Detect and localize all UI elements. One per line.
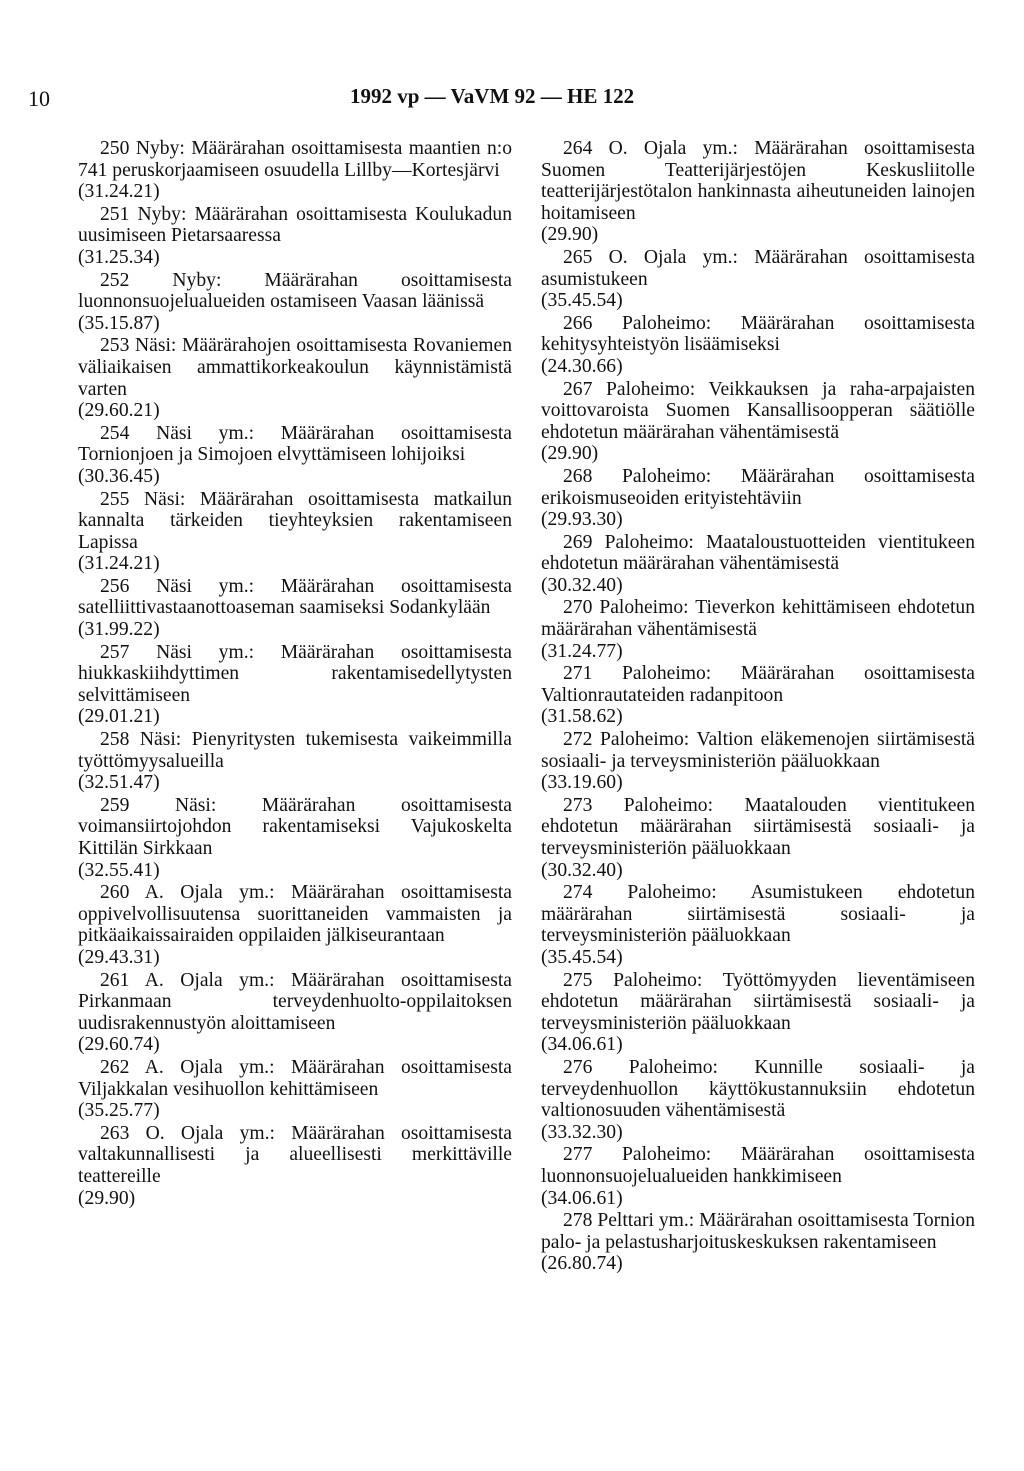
motion-title: 265 O. Ojala ym.: Määrärahan osoittamisesta asumistukeen [541,246,975,290]
motion-entry [541,970,975,1056]
motion-entry [78,489,512,575]
motion-entry [541,882,975,968]
motion-title: 263 O. Ojala ym.: Määrärahan osoittamisesta valtakunnallisesti ja alueellisesti merkittäville teattereille [78,1122,512,1187]
motion-title: 275 Paloheimo: Työttömyyden lieventämiseen ehdotetun määrärahan siirtämisestä sosiaali- ja terveysministeriön pääluokkaan [541,969,975,1034]
budget-item-code: (30.36.45) [78,465,160,487]
motion-title: 260 A. Ojala ym.: Määrärahan osoittamisesta oppivelvollisuutensa suorittaneiden vammaisten ja pitkäaikaissairaiden oppilaiden jälkiseurantaan [78,882,512,947]
budget-item-code: (34.06.61) [541,1034,623,1056]
budget-item-code: (29.93.30) [541,509,623,531]
motion-title: 268 Paloheimo: Määrärahan osoittamisesta erikoismuseoiden erityistehtäviin [541,465,975,509]
budget-item-code: (30.32.40) [541,574,623,596]
motion-title: 276 Paloheimo: Kunnille sosiaali- ja terveydenhuollon käyttökustannuksiin ehdotetun valtionosuuden vähentämisestä [541,1056,975,1122]
motion-entry [541,379,975,465]
motion-title: 254 Näsi ym.: Määrärahan osoittamisesta Tornionjoen ja Simojoen elvyttämiseen lohijoiksi [78,422,512,466]
motion-entry [78,795,512,881]
motion-entry [78,642,512,728]
motion-title: 274 Paloheimo: Asumistukeen ehdotetun määrärahan siirtämisestä sosiaali- ja terveysministeriön pääluokkaan [541,882,975,947]
motion-title: 259 Näsi: Määrärahan osoittamisesta voimansiirtojohdon rakentamiseksi Vajukoskelta Kittilän Sirkkaan [78,794,512,859]
budget-item-code: (29.01.21) [78,706,160,728]
motion-entry [541,138,975,246]
motion-title: 272 Paloheimo: Valtion eläkemenojen siirtämisestä sosiaali- ja terveysministeriön pääluokkaan [541,729,975,772]
page-number: 10 [28,86,50,111]
motion-entry [78,335,512,421]
motion-title: 261 A. Ojala ym.: Määrärahan osoittamisesta Pirkanmaan terveydenhuolto-oppilaitoksen uudisrakennustyön aloittamiseen [78,969,512,1034]
motion-title: 269 Paloheimo: Maataloustuotteiden vientitukeen ehdotetun määrärahan vähentämisestä [541,531,975,575]
budget-item-code: (31.24.21) [78,553,160,575]
motion-entry [78,423,512,488]
motion-title: 257 Näsi ym.: Määrärahan osoittamisesta hiukkaskiihdyttimen rakentamisedellytysten selvittämiseen [78,641,512,706]
budget-item-code: (30.32.40) [541,859,623,881]
motion-title: 267 Paloheimo: Veikkauksen ja raha-arpajaisten voittovaroista Suomen Kansallisoopperan säätiölle ehdotetun määrärahan vähentämisestä [541,378,975,443]
motion-entry [78,138,512,203]
motion-entry [541,795,975,881]
motion-entry [541,313,975,378]
motion-entry [78,576,512,641]
budget-item-code: (32.55.41) [78,859,160,881]
motion-entry [541,466,975,531]
motion-entry [78,270,512,335]
motion-entry [78,882,512,968]
motion-title: 266 Paloheimo: Määrärahan osoittamisesta kehitysyhteistyön lisäämiseksi [541,312,975,356]
budget-item-code: (29.90) [541,224,599,246]
motion-entry [78,1123,512,1209]
motion-entry [541,729,975,794]
running-head: 1992 vp — VaVM 92 — HE 122 [350,84,635,108]
budget-item-code: (31.58.62) [541,706,623,728]
motion-entry [78,729,512,794]
motion-entry [541,597,975,662]
budget-item-code: (31.24.21) [78,181,160,203]
budget-item-code: (29.60.21) [78,400,160,422]
right-column [541,138,975,1276]
motion-title: 270 Paloheimo: Tieverkon kehittämiseen ehdotetun määrärahan vähentämisestä [541,597,975,641]
motion-entry [78,970,512,1056]
budget-item-code: (35.45.54) [541,290,623,312]
motion-entry [78,1057,512,1122]
budget-item-code: (29.43.31) [78,946,160,968]
budget-item-code: (29.60.74) [78,1034,160,1056]
budget-item-code: (33.19.60) [541,772,623,794]
motion-title: 253 Näsi: Määrärahojen osoittamisesta Rovaniemen väliaikaisen ammattikorkeakoulun käynnistämistä varten [78,335,512,400]
budget-item-code: (35.15.87) [78,312,160,334]
motion-title: 252 Nyby: Määrärahan osoittamisesta luonnonsuojelualueiden ostamiseen Vaasan läänissä [78,269,512,313]
budget-item-code: (33.32.30) [541,1121,623,1143]
budget-item-code: (34.06.61) [541,1187,623,1209]
motion-entry [541,247,975,312]
left-column [78,138,512,1210]
budget-item-code: (31.99.22) [78,619,160,641]
motion-title: 255 Näsi: Määrärahan osoittamisesta matkailun kannalta tärkeiden tieyhteyksien rakentamiseen Lapissa [78,488,512,553]
motion-title: 277 Paloheimo: Määrärahan osoittamisesta luonnonsuojelualueiden hankkimiseen [541,1144,975,1187]
budget-item-code: (32.51.47) [78,772,160,794]
budget-item-code: (29.90) [541,443,599,465]
budget-item-code: (26.80.74) [541,1253,623,1275]
motion-entry [541,1210,975,1275]
budget-item-code: (24.30.66) [541,355,623,377]
motion-title: 264 O. Ojala ym.: Määrärahan osoittamisesta Suomen Teatterijärjestöjen Keskusliitolle teatterijärjestötalon hankinnasta aiheutuneiden lainojen hoitamiseen [541,138,975,224]
motion-title: 262 A. Ojala ym.: Määrärahan osoittamisesta Viljakkalan vesihuollon kehittämiseen [78,1056,512,1100]
motion-entry [541,1144,975,1209]
budget-item-code: (31.24.77) [541,640,623,662]
motion-title: 250 Nyby: Määrärahan osoittamisesta maantien n:o 741 peruskorjaamiseen osuudella Lillby—Kortesjärvi [78,138,512,181]
motion-entry [78,204,512,269]
motion-title: 251 Nyby: Määrärahan osoittamisesta Koulukadun uusimiseen Pietarsaaressa [78,203,512,247]
motion-entry [541,663,975,728]
budget-item-code: (35.25.77) [78,1100,160,1122]
motion-title: 273 Paloheimo: Maatalouden vientitukeen ehdotetun määrärahan siirtämisestä sosiaali- ja terveysministeriön pääluokkaan [541,794,975,859]
motion-title: 258 Näsi: Pienyritysten tukemisesta vaikeimmilla työttömyysalueilla [78,729,512,772]
motion-title: 256 Näsi ym.: Määrärahan osoittamisesta satelliittivastaanottoaseman saamiseksi Sodankylään [78,575,512,619]
motion-entry [541,532,975,597]
motion-title: 271 Paloheimo: Määrärahan osoittamisesta Valtionrautateiden radanpitoon [541,663,975,706]
motion-entry [541,1057,975,1143]
motion-title: 278 Pelttari ym.: Määrärahan osoittamisesta Tornion palo- ja pelastusharjoituskeskuksen rakentamiseen [541,1210,975,1253]
budget-item-code: (35.45.54) [541,946,623,968]
budget-item-code: (31.25.34) [78,246,160,268]
budget-item-code: (29.90) [78,1187,136,1209]
